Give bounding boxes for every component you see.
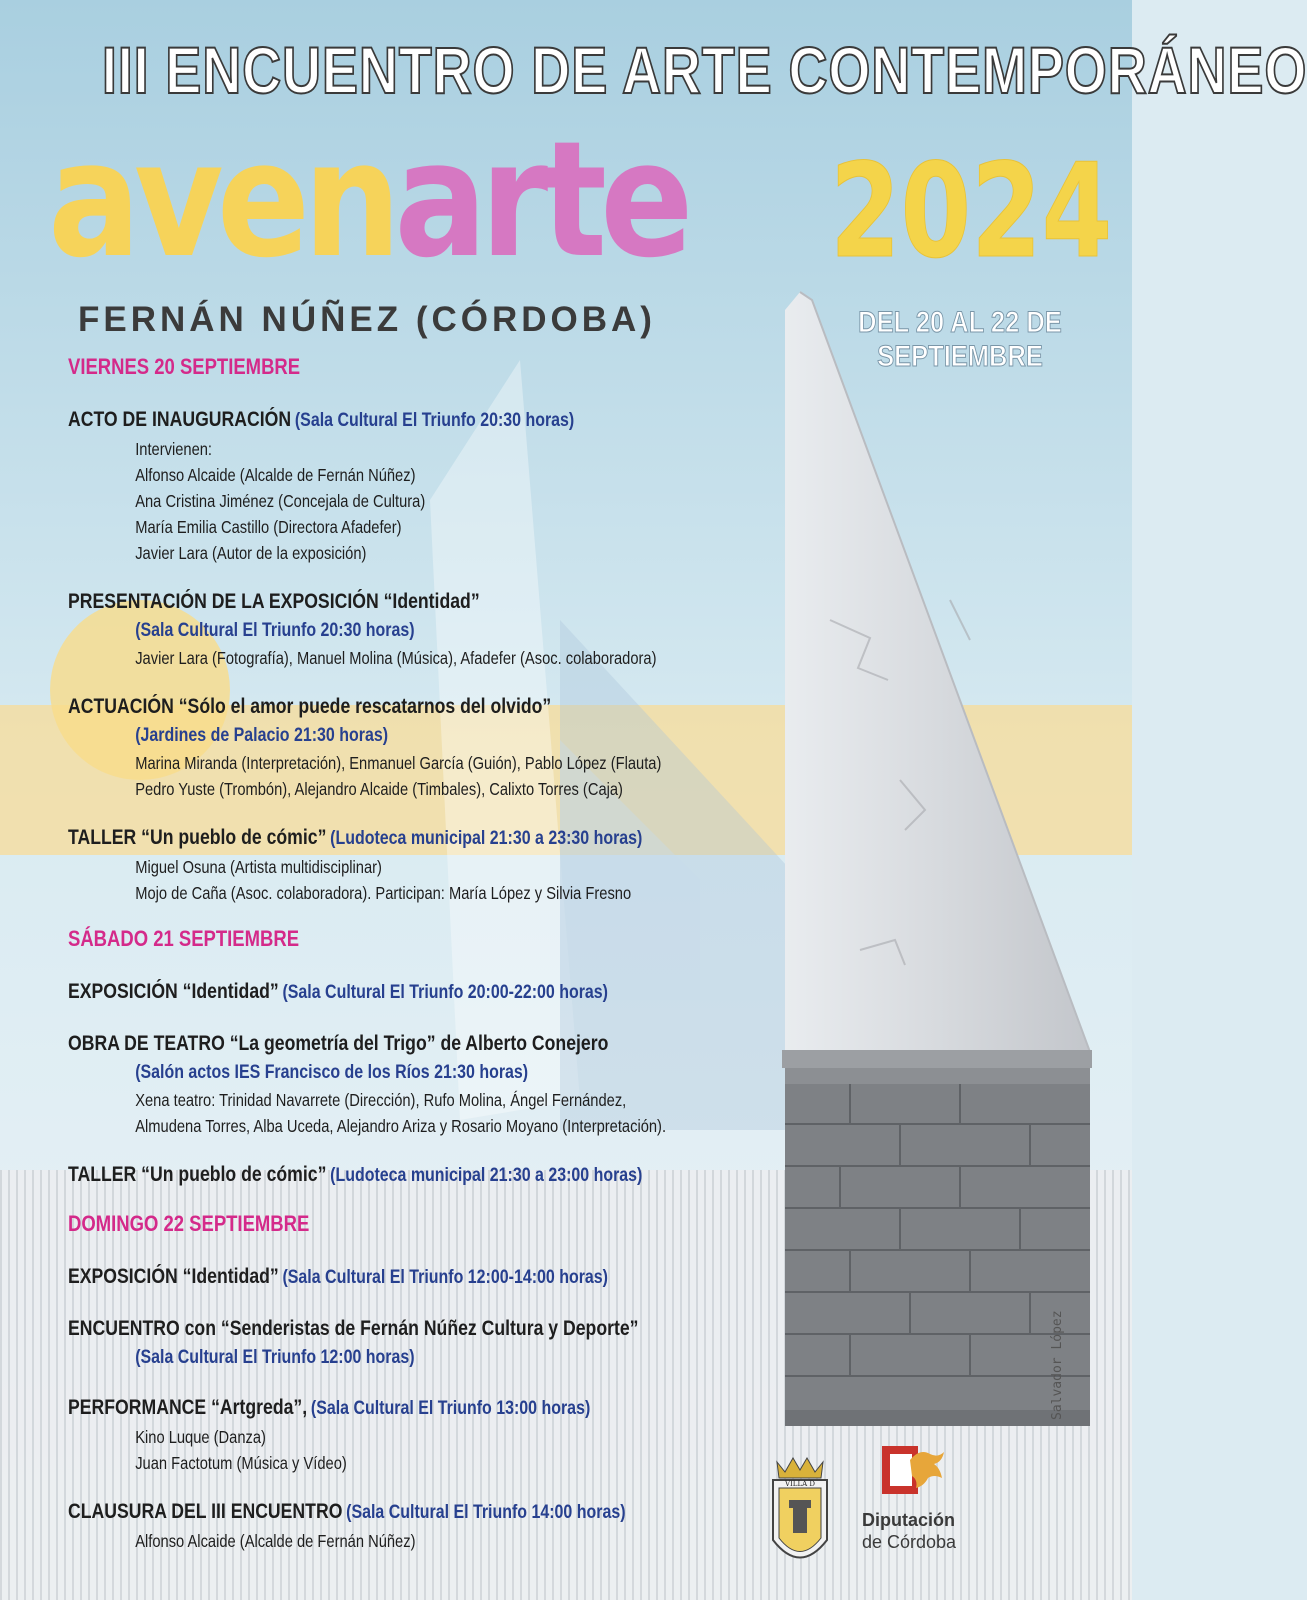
dates-line-1: DEL 20 AL 22 DE <box>858 306 1062 339</box>
event-title: ACTO DE INAUGURACIÓN <box>68 408 292 431</box>
event-title: ACTUACIÓN “Sólo el amor puede rescatarnos del olvido” <box>68 695 552 718</box>
event-venue: (Sala Cultural El Triunfo 20:00-22:00 horas) <box>282 982 608 1003</box>
event-dates <box>858 306 1062 374</box>
event-detail: Alfonso Alcaide (Alcalde de Fernán Núñez) <box>135 1531 416 1551</box>
event-location: FERNÁN NÚÑEZ (CÓRDOBA) <box>78 300 656 339</box>
event-detail: Javier Lara (Autor de la exposición) <box>135 543 367 563</box>
event-venue: (Sala Cultural El Triunfo 14:00 horas) <box>346 1502 626 1523</box>
event-venue: (Jardines de Palacio 21:30 horas) <box>135 725 389 746</box>
event-detail: Marina Miranda (Interpretación), Enmanuel García (Guión), Pablo López (Flauta) <box>135 753 662 773</box>
event-block <box>68 1030 808 1139</box>
event-venue: (Sala Cultural El Triunfo 20:30 horas) <box>294 410 575 431</box>
event-detail: Mojo de Caña (Asoc. colaboradora). Participan: María López y Silvia Fresno <box>135 883 632 903</box>
diputacion-name: Diputación <box>862 1510 955 1530</box>
event-title: EXPOSICIÓN “Identidad” <box>68 1265 279 1288</box>
event-detail: Miguel Osuna (Artista multidisciplinar) <box>135 857 382 877</box>
diputacion-subtitle: de Córdoba <box>862 1532 957 1552</box>
event-detail: Almudena Torres, Alba Uceda, Alejandro Ariza y Rosario Moyano (Interpretación). <box>135 1116 667 1136</box>
event-venue: (Ludoteca municipal 21:30 a 23:00 horas) <box>330 1165 643 1186</box>
event-detail: Intervienen: <box>135 439 213 459</box>
logo-part-aven: aven <box>48 106 395 293</box>
event-block <box>68 588 808 671</box>
event-venue: (Sala Cultural El Triunfo 13:00 horas) <box>310 1398 591 1419</box>
event-title: PERFORMANCE “Artgreda”, <box>68 1396 308 1419</box>
event-title: ENCUENTRO con “Senderistas de Fernán Núñez Cultura y Deporte” <box>68 1317 639 1340</box>
event-title: TALLER “Un pueblo de cómic” <box>68 826 327 849</box>
town-crest-logo <box>765 1450 835 1580</box>
day-heading: VIERNES 20 SEPTIEMBRE <box>68 354 301 379</box>
event-block <box>68 1263 808 1293</box>
event-block <box>68 824 808 906</box>
crest-label: VILLA D <box>784 1480 816 1488</box>
event-venue: (Sala Cultural El Triunfo 12:00 horas) <box>135 1347 415 1368</box>
event-detail: Pedro Yuste (Trombón), Alejandro Alcaide (Timbales), Calixto Torres (Caja) <box>135 779 623 799</box>
event-block <box>68 978 808 1008</box>
event-block <box>68 406 808 566</box>
event-venue: (Salón actos IES Francisco de los Ríos 21:30 horas) <box>135 1062 529 1083</box>
event-title: EXPOSICIÓN “Identidad” <box>68 980 279 1003</box>
program-schedule <box>68 352 808 1554</box>
event-block <box>68 1315 808 1372</box>
day-heading: SÁBADO 21 SEPTIEMBRE <box>68 926 300 951</box>
event-venue: (Sala Cultural El Triunfo 12:00-14:00 horas) <box>282 1267 608 1288</box>
event-detail: María Emilia Castillo (Directora Afadefer) <box>135 517 402 537</box>
event-detail: Xena teatro: Trinidad Navarrete (Dirección), Rufo Molina, Ángel Fernández, <box>135 1090 627 1110</box>
event-venue: (Ludoteca municipal 21:30 a 23:30 horas) <box>330 828 643 849</box>
logo-part-arte: arte <box>394 106 687 293</box>
event-block <box>68 1394 808 1476</box>
event-title: CLAUSURA DEL III ENCUENTRO <box>68 1500 343 1523</box>
header-title: III ENCUENTRO DE ARTE CONTEMPORÁNEO <box>101 33 1307 107</box>
event-title: TALLER “Un pueblo de cómic” <box>68 1163 327 1186</box>
event-venue: (Sala Cultural El Triunfo 20:30 horas) <box>135 620 415 641</box>
event-detail: Alfonso Alcaide (Alcalde de Fernán Núñez) <box>135 465 416 485</box>
event-title: PRESENTACIÓN DE LA EXPOSICIÓN “Identidad” <box>68 590 480 613</box>
event-year: 2024 <box>830 135 1113 287</box>
event-block <box>68 1161 808 1191</box>
event-block <box>68 693 808 802</box>
event-detail: Kino Luque (Danza) <box>135 1427 266 1447</box>
event-logo <box>48 106 687 293</box>
artist-signature: Salvador López <box>1050 1310 1065 1420</box>
event-detail: Juan Factotum (Música y Vídeo) <box>135 1453 347 1473</box>
dates-line-2: SEPTIEMBRE <box>877 340 1043 373</box>
diputacion-logo-icon <box>880 1440 950 1500</box>
event-title: OBRA DE TEATRO “La geometría del Trigo” de Alberto Conejero <box>68 1032 609 1055</box>
event-detail: Ana Cristina Jiménez (Concejala de Cultura) <box>135 491 426 511</box>
event-block <box>68 1498 808 1554</box>
event-detail: Javier Lara (Fotografía), Manuel Molina (Música), Afadefer (Asoc. colaboradora) <box>135 648 657 668</box>
day-heading: DOMINGO 22 SEPTIEMBRE <box>68 1211 310 1236</box>
